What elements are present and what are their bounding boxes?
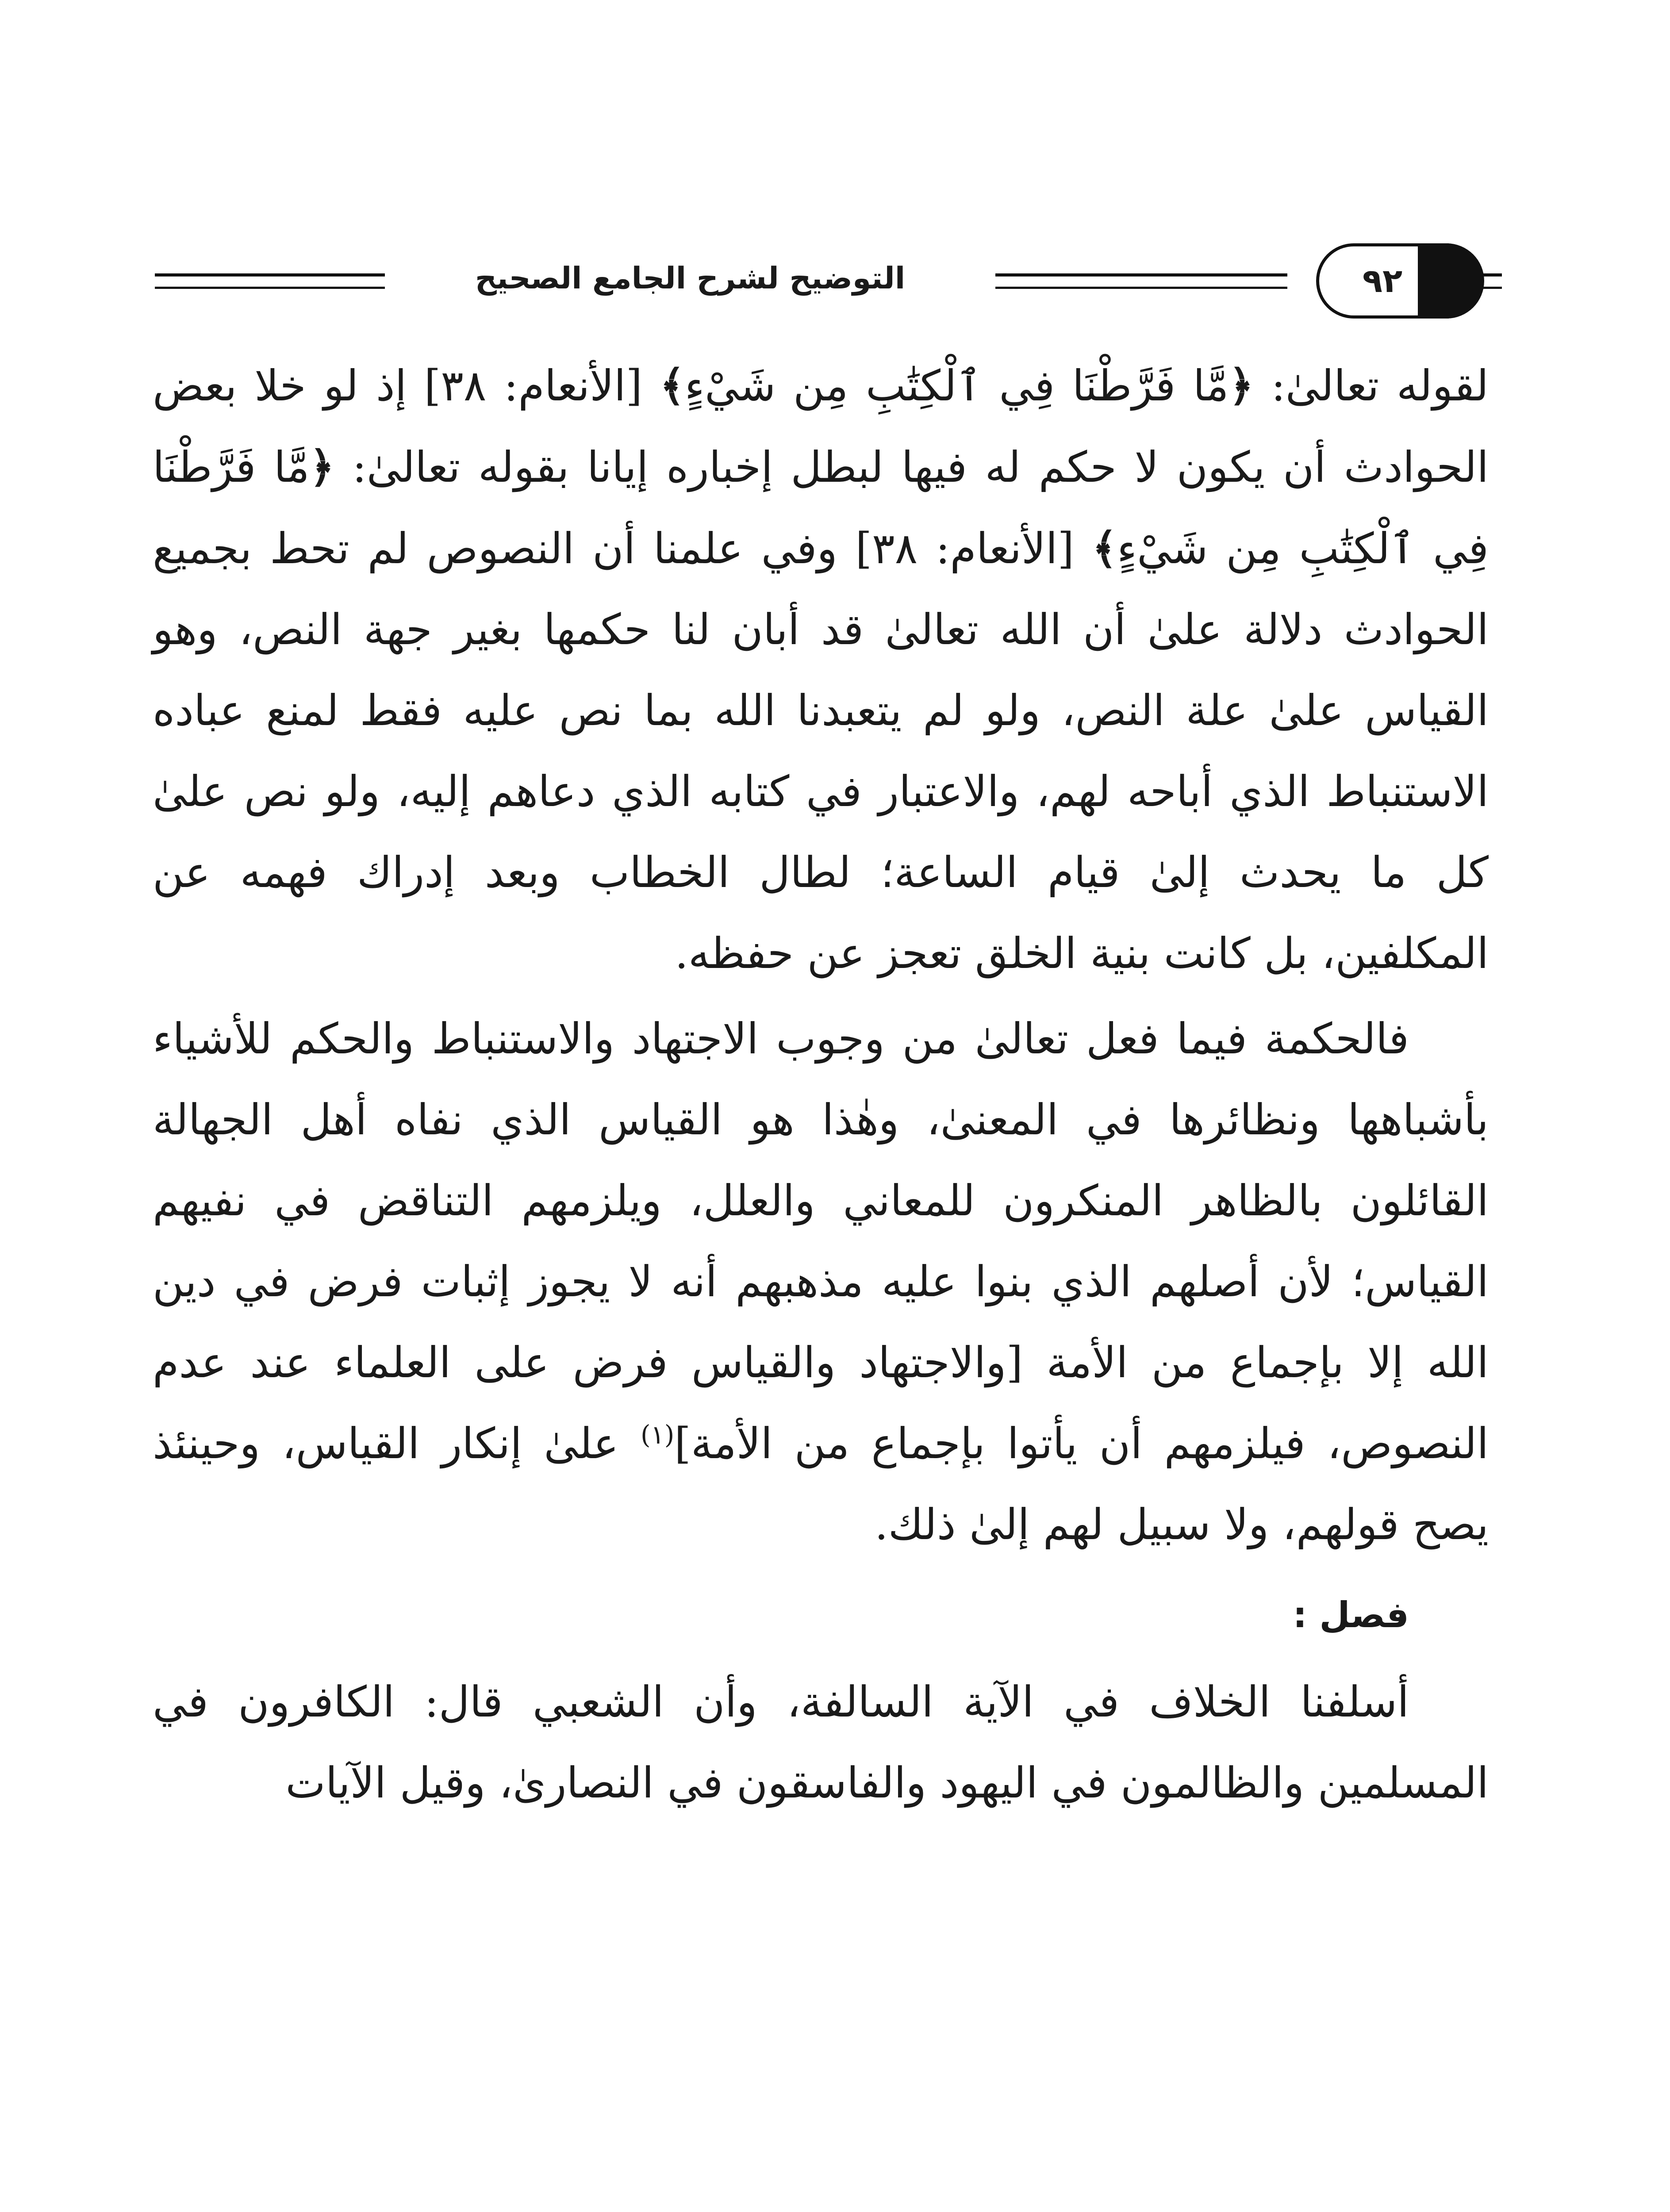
quran-bracket-close: ﴾ <box>1092 523 1117 573</box>
paragraph-1-text-a: لقوله تعالىٰ: <box>1253 361 1489 411</box>
paragraph-1 <box>153 345 1489 994</box>
paragraph-1-text-c: [الأنعام: ٣٨] وفي علمنا أن النصوص لم تحط بجميع الحوادث دلالة علىٰ أن الله تعالىٰ قد أبان لنا حكمها بغير جهة النص، وهو القياس علىٰ علة النص، ولو لم يتعبدنا الله بما نص عليه فقط لمنع عباده الاستنباط الذي أباحه لهم، والاعتبار في كتابه الذي دعاهم إليه، ولو نص علىٰ كل ما يحدث إلىٰ قيام الساعة؛ لطال الخطاب وبعد إدراك فهمه عن المكلفين، بل كانت بنية الخلق تعجز عن حفظه. <box>153 524 1489 978</box>
header-rule-middle-lower <box>995 287 1287 289</box>
quran-bracket-open: ﴿ <box>309 442 334 492</box>
quran-quote-1: مَّا فَرَّطْنَا فِي ٱلْكِتَٰبِ مِن شَيْءٍ <box>684 361 1229 411</box>
quran-bracket-close: ﴾ <box>660 361 685 411</box>
quran-bracket-open: ﴿ <box>1229 361 1254 411</box>
main-text <box>153 345 1489 1824</box>
header-rule-right <box>1475 273 1502 276</box>
running-header <box>155 239 1489 323</box>
paragraph-3-text: أسلفنا الخلاف في الآية السالفة، وأن الشعبي قال: الكافرون في المسلمين والظالمون في اليهود والفاسقون في النصارىٰ، وقيل الآيات <box>153 1677 1489 1808</box>
footnote-reference-1[interactable]: (١) <box>640 1420 675 1450</box>
paragraph-2-text-a: فالحكمة فيما فعل تعالىٰ من وجوب الاجتهاد والاستنباط والحكم للأشياء بأشباهها ونظائرها في المعنىٰ، وهٰذا هو القياس الذي نفاه أهل الجهالة القائلون بالظاهر المنكرون للمعاني والعلل، ويلزمهم التناقض في نفيهم القياس؛ لأن أصلهم الذي بنوا عليه مذهبهم أنه لا يجوز إثبات فرض في دين الله إلا بإجماع من الأمة [والاجتهاد والقياس فرض على العلماء عند عدم النصوص، فيلزمهم أن يأتوا بإجماع من الأمة] <box>153 1014 1489 1468</box>
section-heading: فصل : <box>1293 1594 1409 1636</box>
paragraph-2 <box>153 998 1489 1565</box>
header-rule-left-lower <box>155 287 385 289</box>
header-rule-left <box>155 273 385 276</box>
header-rule-right-lower <box>1475 287 1502 289</box>
running-title: التوضيح لشرح الجامع الصحيح <box>475 261 906 296</box>
paragraph-3 <box>153 1662 1489 1824</box>
page-number: ٩٢ <box>1362 262 1403 300</box>
paragraph-2-text-b: علىٰ إنكار القياس، وحينئذ يصح قولهم، ولا سبيل لهم إلىٰ ذلك. <box>153 1419 1489 1549</box>
quran-quote-2: مَّا فَرَّطْنَا فِي ٱلْكِتَٰبِ مِن شَيْءٍ <box>153 442 1489 573</box>
header-rule-middle <box>995 273 1287 276</box>
paragraph-1-text-b: [الأنعام: ٣٨] إذ لو خلا بعض الحوادث أن يكون لا حكم له فيها لبطل إخباره إيانا بقوله تعالىٰ: <box>153 361 1489 492</box>
